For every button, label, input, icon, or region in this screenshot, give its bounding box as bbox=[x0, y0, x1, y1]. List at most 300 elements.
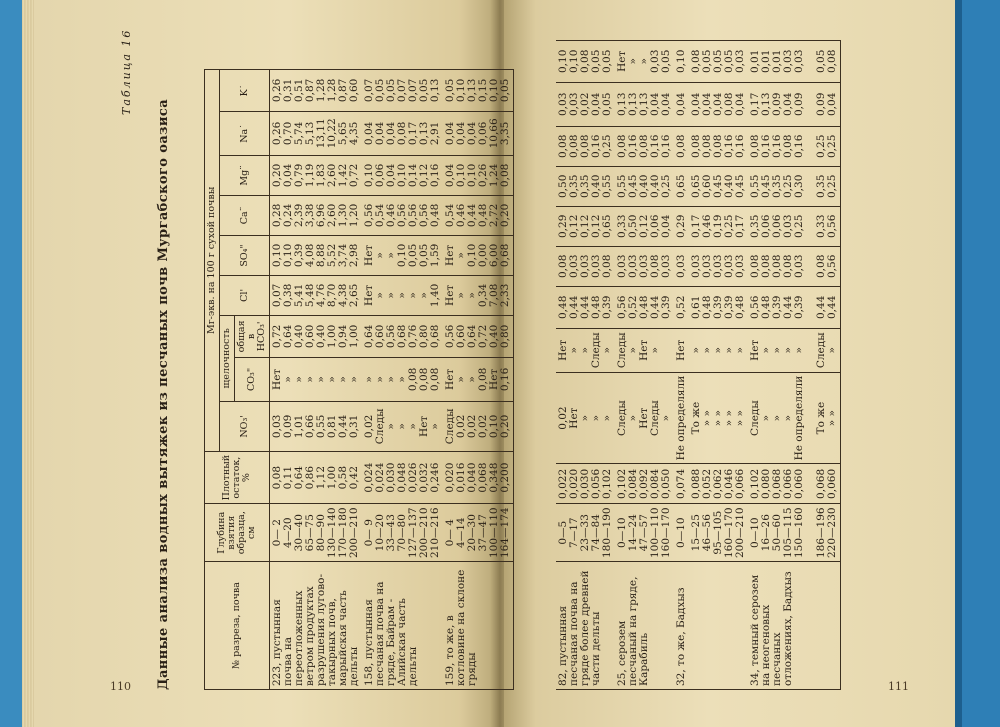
dense-value: 0,040 bbox=[466, 462, 478, 493]
table-row bbox=[689, 40, 748, 689]
cl-value: 0,07 bbox=[271, 283, 283, 308]
analysis-table-left bbox=[204, 69, 514, 690]
k-value: 0,07 bbox=[396, 78, 408, 103]
mg-value: 1,42 bbox=[337, 163, 349, 188]
k-value: 1,28 bbox=[326, 78, 338, 103]
hco3-value: 0,61 bbox=[690, 295, 702, 319]
mg-cell bbox=[270, 155, 363, 195]
so4-value: 3,74 bbox=[337, 243, 349, 268]
table-row bbox=[556, 40, 615, 689]
co3-value: » bbox=[579, 347, 591, 354]
hco3-value: 0,52 bbox=[675, 295, 687, 319]
cl-value: 4,76 bbox=[315, 283, 327, 308]
so4-value: 0,29 bbox=[675, 214, 687, 238]
depth-value: 47—57 bbox=[638, 514, 650, 552]
ca-cell bbox=[748, 166, 841, 206]
so4-value: 0,12 bbox=[590, 214, 602, 238]
dense-value: 0,024 bbox=[363, 462, 375, 493]
k-value: Нет bbox=[616, 50, 628, 72]
na-value: 0,13 bbox=[760, 92, 772, 116]
mg-value: 0,16 bbox=[660, 134, 672, 158]
col-so4: SO₄" bbox=[220, 235, 270, 275]
hco3-value: 0,52 bbox=[627, 295, 639, 319]
table-row bbox=[615, 40, 674, 689]
cl-value: » bbox=[396, 292, 408, 299]
mg-value: 0,16 bbox=[723, 134, 735, 158]
cl-value: » bbox=[466, 292, 478, 299]
k-value: 0,08 bbox=[826, 49, 838, 73]
dense-cell bbox=[362, 451, 443, 504]
cl-cell bbox=[689, 246, 748, 286]
no3-value: » bbox=[771, 414, 783, 422]
ca-value: 0,55 bbox=[749, 174, 761, 198]
na-value: 4,35 bbox=[348, 121, 360, 146]
no3-value: 0,02 bbox=[455, 414, 467, 439]
mg-value: 0,16 bbox=[627, 134, 639, 158]
so4-value: » bbox=[374, 252, 386, 259]
analysis-table-right bbox=[556, 40, 841, 690]
so4-value: 0,17 bbox=[690, 214, 702, 238]
dense-value: 0,066 bbox=[734, 468, 746, 499]
ca-value: 2,39 bbox=[293, 203, 305, 228]
depth-value: 0—5 bbox=[557, 520, 569, 545]
dense-value: 0,200 bbox=[499, 462, 511, 493]
ca-cell bbox=[362, 195, 443, 235]
depth-value: 10—20 bbox=[374, 514, 386, 552]
ca-value: 0,40 bbox=[649, 174, 661, 198]
no3-value: Следы bbox=[374, 408, 386, 445]
k-value: 0,05 bbox=[418, 78, 430, 103]
so4-value: Нет bbox=[363, 244, 375, 266]
na-cell bbox=[689, 82, 748, 126]
co3-value: » bbox=[771, 347, 783, 354]
no3-value: » » bbox=[734, 410, 746, 427]
soil-cell bbox=[748, 562, 841, 690]
mg-value: 0,12 bbox=[418, 163, 430, 188]
soil-cell bbox=[556, 562, 615, 690]
ca-value: 0,56 bbox=[363, 203, 375, 228]
na-value: 0,03 bbox=[557, 92, 569, 116]
depth-value: 210—216 bbox=[429, 507, 441, 558]
soil-cell bbox=[615, 562, 674, 690]
na-value: 0,08 bbox=[396, 121, 408, 146]
so4-value: 6,00 bbox=[488, 243, 500, 268]
hco3-value: 0,68 bbox=[396, 324, 408, 349]
ca-value: 0,56 bbox=[396, 203, 408, 228]
cl-value: 8,70 bbox=[326, 283, 338, 308]
k-value: 0,08 bbox=[579, 49, 591, 73]
k-cell bbox=[270, 69, 363, 111]
dense-value: 0,64 bbox=[293, 465, 305, 490]
no3-value: » bbox=[385, 423, 397, 430]
so4-value: 0,10 bbox=[282, 243, 294, 268]
depth-cell bbox=[362, 504, 443, 562]
depth-value: 0—10 bbox=[616, 517, 628, 548]
k-value: 0,05 bbox=[723, 49, 735, 73]
co3-value: 0,08 bbox=[429, 367, 441, 392]
ca-value: 0,55 bbox=[616, 174, 628, 198]
cl-value: 0,08 bbox=[601, 254, 613, 278]
hco3-value: 0,40 bbox=[315, 324, 327, 349]
ca-cell bbox=[270, 195, 363, 235]
depth-value: 130—140 bbox=[326, 507, 338, 558]
depth-cell bbox=[674, 504, 689, 562]
hco3-value: 0,40 bbox=[488, 324, 500, 349]
so4-value: 0,35 bbox=[749, 214, 761, 238]
so4-value: 0,65 bbox=[601, 214, 613, 238]
table-number: Таблица 16 bbox=[120, 28, 133, 115]
co3-value: » bbox=[734, 347, 746, 354]
cl-value: 7,08 bbox=[488, 283, 500, 308]
mg-value: 0,08 bbox=[749, 134, 761, 158]
dense-value: 0,026 bbox=[407, 462, 419, 493]
no3-value: » » bbox=[723, 410, 735, 427]
dense-value: 0,084 bbox=[649, 468, 661, 499]
no3-value: 0,20 bbox=[499, 414, 511, 439]
no3-value: Следы bbox=[616, 400, 628, 436]
ca-value: 0,50 bbox=[557, 174, 569, 198]
no3-value: 0,55 bbox=[315, 414, 327, 439]
depth-value: 16—26 bbox=[760, 514, 772, 552]
hco3-value: 0,56 bbox=[444, 324, 456, 349]
hco3-value: 0,48 bbox=[590, 295, 602, 319]
k-cell bbox=[362, 69, 443, 111]
mg-value: 0,08 bbox=[701, 134, 713, 158]
mg-value: 0,16 bbox=[760, 134, 772, 158]
co3-value: Нет bbox=[488, 368, 500, 390]
soil-label: 223, пустынная почва на переотложенных ветром продуктах разрушения лугово-такырных почв, марыйская часть дельты bbox=[271, 574, 360, 686]
no3-value: То же bbox=[815, 401, 827, 435]
hco3-cell bbox=[689, 286, 748, 328]
k-cell bbox=[748, 40, 841, 82]
ca-value: 0,60 bbox=[701, 174, 713, 198]
hco3-value: 0,44 bbox=[826, 295, 838, 319]
dense-value: 1,00 bbox=[326, 465, 338, 490]
so4-value: 0,03 bbox=[782, 214, 794, 238]
table-row bbox=[362, 69, 443, 689]
so4-value: 0,39 bbox=[293, 243, 305, 268]
no3-value: Следы bbox=[649, 400, 661, 436]
hco3-value: 0,80 bbox=[418, 324, 430, 349]
col-k: K˙ bbox=[220, 69, 270, 111]
hco3-value: 0,76 bbox=[407, 324, 419, 349]
mg-cell bbox=[443, 155, 514, 195]
k-value: 0,10 bbox=[557, 49, 569, 73]
so4-cell bbox=[615, 206, 674, 246]
hco3-value: 0,56 bbox=[385, 324, 397, 349]
hco3-cell bbox=[674, 286, 689, 328]
hco3-value: 0,56 bbox=[616, 295, 628, 319]
na-value: 0,04 bbox=[374, 121, 386, 146]
na-cell bbox=[674, 82, 689, 126]
mg-cell bbox=[689, 126, 748, 166]
hco3-value: 0,72 bbox=[271, 324, 283, 349]
co3-value: » bbox=[649, 347, 661, 354]
mg-value: 0,10 bbox=[396, 163, 408, 188]
co3-value: » bbox=[601, 347, 613, 354]
na-value: 3,35 bbox=[499, 121, 511, 146]
dense-value: 0,020 bbox=[568, 468, 580, 499]
ca-value: 0,45 bbox=[760, 174, 772, 198]
ca-value: 0,40 bbox=[590, 174, 602, 198]
co3-cell bbox=[270, 357, 363, 401]
no3-value: 0,81 bbox=[326, 414, 338, 439]
co3-value: » bbox=[826, 347, 838, 354]
so4-cell bbox=[443, 235, 514, 275]
depth-value: 70—80 bbox=[396, 514, 408, 552]
cl-cell bbox=[674, 246, 689, 286]
table-title: Данные анализа водных вытяжек из песчаных почв Мургабского оазиса bbox=[156, 98, 171, 690]
ca-value: 0,20 bbox=[499, 203, 511, 228]
no3-value: Нет bbox=[568, 407, 580, 429]
mg-value: 0,08 bbox=[638, 134, 650, 158]
so4-cell bbox=[689, 206, 748, 246]
so4-value: 0,04 bbox=[660, 214, 672, 238]
k-value: 0,10 bbox=[568, 49, 580, 73]
cl-value: 2,65 bbox=[348, 283, 360, 308]
so4-value: 0,50 bbox=[627, 214, 639, 238]
na-value: 0,13 bbox=[616, 92, 628, 116]
depth-value: 127—137 bbox=[407, 507, 419, 558]
no3-value: 0,02 bbox=[477, 414, 489, 439]
so4-value: 0,12 bbox=[638, 214, 650, 238]
ca-value: 0,35 bbox=[568, 174, 580, 198]
hco3-value: 0,44 bbox=[815, 295, 827, 319]
ca-value: 0,65 bbox=[675, 174, 687, 198]
co3-cell bbox=[443, 357, 514, 401]
col-meq: Мг-экв. на 100 г сухой почвы bbox=[205, 69, 220, 451]
depth-value: 105—115 bbox=[782, 507, 794, 558]
ca-value: 0,25 bbox=[826, 174, 838, 198]
ca-value: 0,44 bbox=[466, 203, 478, 228]
na-cell bbox=[556, 82, 615, 126]
col-cl: Cl' bbox=[220, 275, 270, 315]
depth-value: 95—105 bbox=[712, 510, 724, 555]
k-value: » bbox=[638, 58, 650, 65]
hco3-value: 0,39 bbox=[660, 295, 672, 319]
no3-value: » » bbox=[701, 410, 713, 427]
dense-cell bbox=[674, 464, 689, 504]
co3-value: » bbox=[712, 347, 724, 354]
hco3-value: 0,39 bbox=[712, 295, 724, 319]
k-value: 0,08 bbox=[690, 49, 702, 73]
no3-value: 0,02 bbox=[466, 414, 478, 439]
hco3-value: 0,64 bbox=[282, 324, 294, 349]
so4-value: 0,33 bbox=[616, 214, 628, 238]
mg-value: 0,16 bbox=[793, 134, 805, 158]
so4-value: 0,12 bbox=[568, 214, 580, 238]
ca-value: 1,20 bbox=[348, 203, 360, 228]
mg-value: 0,10 bbox=[466, 163, 478, 188]
no3-cell bbox=[556, 372, 615, 464]
so4-value: 0,56 bbox=[826, 214, 838, 238]
table-body-left bbox=[270, 69, 514, 689]
na-value: 13,11 bbox=[315, 118, 327, 149]
hco3-value: 0,48 bbox=[734, 295, 746, 319]
no3-value: » bbox=[601, 414, 613, 422]
na-value: 0,09 bbox=[815, 92, 827, 116]
cl-value: 0,03 bbox=[793, 254, 805, 278]
dense-value: 0,050 bbox=[660, 468, 672, 499]
k-value: 0,13 bbox=[429, 78, 441, 103]
co3-value: » bbox=[690, 347, 702, 354]
na-value: 0,04 bbox=[826, 92, 838, 116]
na-value: 0,26 bbox=[271, 121, 283, 146]
hco3-value: 0,48 bbox=[557, 295, 569, 319]
depth-cell bbox=[615, 504, 674, 562]
hco3-value: 1,00 bbox=[348, 324, 360, 349]
dense-value: 0,046 bbox=[723, 468, 735, 499]
mg-value: 0,08 bbox=[690, 134, 702, 158]
co3-value: » bbox=[374, 376, 386, 383]
cl-cell bbox=[270, 275, 363, 315]
co3-value: » bbox=[385, 376, 397, 383]
hco3-cell bbox=[748, 286, 841, 328]
k-value: 0,05 bbox=[601, 49, 613, 73]
co3-value: Нет bbox=[444, 368, 456, 390]
mg-value: 0,25 bbox=[826, 134, 838, 158]
cl-value: Нет bbox=[444, 284, 456, 306]
na-value: 0,04 bbox=[444, 121, 456, 146]
col-soil: № разреза, почва bbox=[205, 562, 270, 690]
cl-value: Нет bbox=[363, 284, 375, 306]
cl-cell bbox=[748, 246, 841, 286]
k-value: » bbox=[627, 58, 639, 65]
depth-cell bbox=[270, 504, 363, 562]
so4-cell bbox=[556, 206, 615, 246]
no3-value: То же bbox=[690, 401, 702, 435]
cl-value: 0,03 bbox=[723, 254, 735, 278]
no3-value: 0,03 bbox=[271, 414, 283, 439]
col-depth: Глубина взятия образца, см bbox=[205, 504, 270, 562]
co3-value: » bbox=[455, 376, 467, 383]
mg-cell bbox=[362, 155, 443, 195]
mg-value: 0,20 bbox=[271, 163, 283, 188]
hco3-cell bbox=[362, 315, 443, 357]
so4-value: Нет bbox=[444, 244, 456, 266]
depth-value: 200—210 bbox=[418, 507, 430, 558]
depth-cell bbox=[556, 504, 615, 562]
col-alkalinity: щелочность bbox=[220, 315, 235, 401]
co3-value: Нет bbox=[271, 368, 283, 390]
mg-value: 0,04 bbox=[282, 163, 294, 188]
so4-cell bbox=[748, 206, 841, 246]
co3-value: » bbox=[293, 376, 305, 383]
mg-value: 0,16 bbox=[771, 134, 783, 158]
so4-cell bbox=[270, 235, 363, 275]
no3-value: » bbox=[590, 414, 602, 422]
co3-value: Следы bbox=[616, 332, 628, 369]
na-value: 0,08 bbox=[723, 92, 735, 116]
na-value: 0,17 bbox=[407, 121, 419, 146]
no3-value: 0,02 bbox=[363, 414, 375, 439]
table-row bbox=[443, 69, 514, 689]
dense-value: 0,080 bbox=[760, 468, 772, 499]
ca-value: 0,35 bbox=[771, 174, 783, 198]
k-value: 0,05 bbox=[712, 49, 724, 73]
col-hco3: общая в HCO₃' bbox=[235, 315, 270, 357]
co3-value: » bbox=[304, 376, 316, 383]
ca-value: 0,45 bbox=[734, 174, 746, 198]
cl-value: 0,08 bbox=[557, 254, 569, 278]
k-value: 0,26 bbox=[271, 78, 283, 103]
ca-cell bbox=[615, 166, 674, 206]
k-value: 0,05 bbox=[499, 78, 511, 103]
depth-value: 4—20 bbox=[282, 517, 294, 548]
ca-value: 0,45 bbox=[627, 174, 639, 198]
ca-value: 3,38 bbox=[304, 203, 316, 228]
mg-value: 0,25 bbox=[601, 134, 613, 158]
dense-value: 0,246 bbox=[429, 462, 441, 493]
dense-value: 0,020 bbox=[444, 462, 456, 493]
co3-value: » bbox=[568, 347, 580, 354]
dense-value: 0,016 bbox=[455, 462, 467, 493]
cl-value: 0,08 bbox=[815, 254, 827, 278]
k-value: 0,01 bbox=[749, 49, 761, 73]
cl-value: 0,03 bbox=[638, 254, 650, 278]
col-co3: CO₃" bbox=[235, 357, 270, 401]
depth-value: 100—110 bbox=[649, 507, 661, 558]
depth-value: 37—47 bbox=[477, 514, 489, 552]
mg-value: 0,25 bbox=[815, 134, 827, 158]
mg-value: 0,08 bbox=[557, 134, 569, 158]
na-value: 0,04 bbox=[455, 121, 467, 146]
na-value: 0,09 bbox=[793, 92, 805, 116]
no3-value: » bbox=[407, 423, 419, 430]
mg-cell bbox=[748, 126, 841, 166]
ca-value: 2,72 bbox=[488, 203, 500, 228]
depth-value: 200—210 bbox=[734, 507, 746, 558]
cl-value: » bbox=[418, 292, 430, 299]
so4-value: 0,05 bbox=[407, 243, 419, 268]
depth-value: 160—170 bbox=[660, 507, 672, 558]
so4-value: 2,98 bbox=[348, 243, 360, 268]
dense-value: 0,048 bbox=[396, 462, 408, 493]
hco3-value: 0,44 bbox=[649, 295, 661, 319]
depth-value: 0— 2 bbox=[271, 519, 283, 547]
k-value: 0,10 bbox=[675, 49, 687, 73]
mg-value: 0,10 bbox=[363, 163, 375, 188]
cl-cell bbox=[615, 246, 674, 286]
so4-value: 0,46 bbox=[701, 214, 713, 238]
na-value: 0,04 bbox=[466, 121, 478, 146]
dense-value: 0,024 bbox=[374, 462, 386, 493]
na-value: 0,06 bbox=[477, 121, 489, 146]
cl-value: 1,40 bbox=[429, 283, 441, 308]
k-value: 0,10 bbox=[488, 78, 500, 103]
ca-cell bbox=[689, 166, 748, 206]
ca-value: 0,30 bbox=[793, 174, 805, 198]
dense-value: 0,066 bbox=[782, 468, 794, 499]
so4-value: 0,68 bbox=[499, 243, 511, 268]
k-value: 0,01 bbox=[771, 49, 783, 73]
mg-value: 2,60 bbox=[326, 163, 338, 188]
cl-value: 0,08 bbox=[771, 254, 783, 278]
no3-value: 0,09 bbox=[282, 414, 294, 439]
k-value: 0,01 bbox=[760, 49, 772, 73]
so4-value: 0,33 bbox=[815, 214, 827, 238]
so4-value: 4,08 bbox=[304, 243, 316, 268]
depth-value: 4—14 bbox=[455, 517, 467, 548]
dense-value: 0,348 bbox=[488, 462, 500, 493]
mg-value: 0,04 bbox=[444, 163, 456, 188]
soil-label: 82, пустынная песчаная почва на гряде более древней части дельты bbox=[557, 570, 602, 686]
na-value: 0,03 bbox=[568, 92, 580, 116]
cl-value: 0,03 bbox=[568, 254, 580, 278]
cl-value: » bbox=[385, 292, 397, 299]
hco3-value: 0,44 bbox=[579, 295, 591, 319]
na-value: 0,04 bbox=[675, 92, 687, 116]
